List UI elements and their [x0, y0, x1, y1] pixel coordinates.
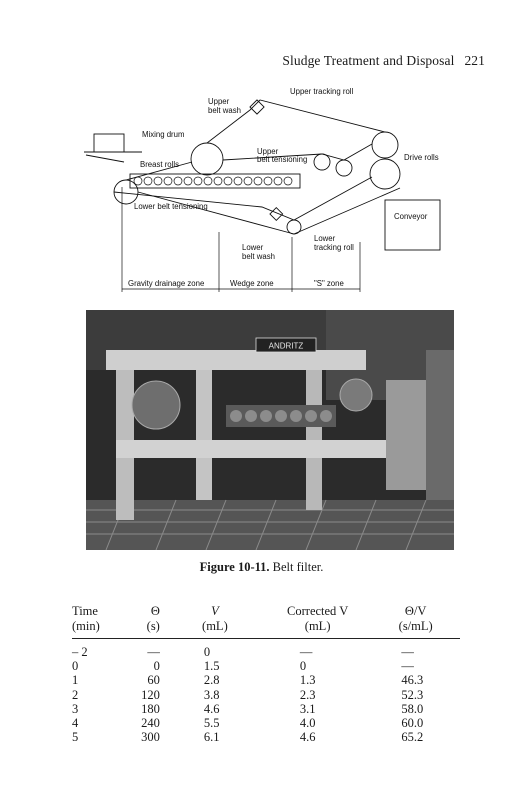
cell: 4: [72, 716, 79, 731]
label-upper-belt-tensioning-2: belt tensioning: [257, 155, 308, 164]
col-theta-over-v-header: Θ/V: [404, 604, 427, 618]
cell: 4.0: [299, 716, 316, 731]
cell: 0: [72, 659, 79, 674]
cell: 300: [141, 730, 160, 745]
col-time-header: Time: [72, 604, 98, 618]
mixing-drum-shape: [94, 134, 124, 152]
col-theta-header: Θ: [150, 604, 160, 618]
cell: 0: [153, 659, 160, 674]
cell: 1: [72, 673, 79, 688]
cell: 58.0: [401, 701, 424, 716]
section-title: Sludge Treatment and Disposal: [282, 53, 455, 68]
col-time-unit: (min): [72, 619, 116, 639]
cell: 5: [72, 730, 79, 745]
table-row: [72, 688, 460, 702]
cell: —: [401, 659, 414, 674]
cell: —: [401, 645, 414, 659]
table-row: [72, 659, 460, 673]
belt-filter-diagram: [82, 82, 494, 302]
cell: 60.0: [401, 716, 424, 731]
cell: —: [147, 645, 160, 659]
cell: 65.2: [401, 730, 424, 745]
table-row: [72, 716, 460, 730]
label-lower-belt-wash-2: belt wash: [242, 252, 275, 261]
label-zone-s: "S" zone: [314, 279, 344, 288]
label-zone-gravity: Gravity drainage zone: [128, 279, 205, 288]
cell: 3: [72, 701, 79, 716]
nameplate-text: ANDRITZ: [268, 341, 304, 351]
drive-roll-lower: [370, 159, 400, 189]
col-volume-header: V: [211, 604, 219, 618]
table-row: [72, 702, 460, 716]
cell: 180: [141, 701, 160, 716]
label-breast-rolls: Breast rolls: [140, 160, 179, 169]
col-theta-over-v-unit: (s/mL): [371, 619, 460, 639]
cell: 4.6: [203, 701, 220, 716]
cell: 2.3: [299, 687, 316, 702]
cell: 120: [141, 687, 160, 702]
label-zone-wedge: Wedge zone: [230, 279, 274, 288]
col-corrected-volume-header: Corrected V: [287, 604, 349, 618]
page-number: 221: [464, 53, 485, 68]
label-lower-tracking-roll-1: Lower: [314, 234, 336, 243]
label-upper-belt-wash-2: belt wash: [208, 106, 241, 115]
cell: 3.8: [203, 687, 220, 702]
label-conveyor: Conveyor: [394, 212, 428, 221]
label-upper-tracking-roll: Upper tracking roll: [290, 87, 354, 96]
cell: – 2: [72, 645, 88, 659]
cell: 2: [72, 687, 79, 702]
cell: 52.3: [401, 687, 424, 702]
label-upper-belt-tensioning-1: Upper: [257, 147, 279, 156]
cell: 46.3: [401, 673, 424, 688]
cell: 0: [203, 645, 211, 659]
cell: 5.5: [203, 716, 220, 731]
belt-filter-photo: [86, 310, 454, 550]
drive-roll-upper: [372, 132, 398, 158]
conveyor-shape: [385, 200, 440, 250]
cell: 1.3: [299, 673, 316, 688]
label-lower-belt-tensioning: Lower belt tensioning: [134, 202, 208, 211]
col-volume-unit: (mL): [166, 619, 264, 639]
label-lower-tracking-roll-2: tracking roll: [314, 243, 354, 252]
cell: 2.8: [203, 673, 220, 688]
label-upper-belt-wash-1: Upper: [208, 97, 230, 106]
figure-caption: [0, 560, 523, 575]
table-row: [72, 673, 460, 687]
cell: 0: [299, 659, 307, 674]
figure-label: Figure 10-11.: [199, 560, 270, 574]
running-header: [282, 53, 485, 69]
cell: —: [299, 645, 313, 659]
col-corrected-volume-unit: (mL): [264, 619, 371, 639]
table-row: [72, 730, 460, 744]
label-mixing-drum: Mixing drum: [142, 130, 185, 139]
label-drive-rolls: Drive rolls: [404, 153, 439, 162]
filtration-data-table: [72, 604, 460, 744]
cell: 60: [147, 673, 160, 688]
cell: 4.6: [299, 730, 316, 745]
breast-roll-upper: [191, 143, 223, 175]
cell: 6.1: [203, 730, 220, 745]
cell: 3.1: [299, 701, 316, 716]
col-theta-unit: (s): [116, 619, 166, 639]
cell: 240: [141, 716, 160, 731]
label-lower-belt-wash-1: Lower: [242, 243, 264, 252]
cell: 1.5: [203, 659, 220, 674]
figure-caption-text: Belt filter.: [272, 560, 324, 574]
table-row: [72, 639, 460, 660]
